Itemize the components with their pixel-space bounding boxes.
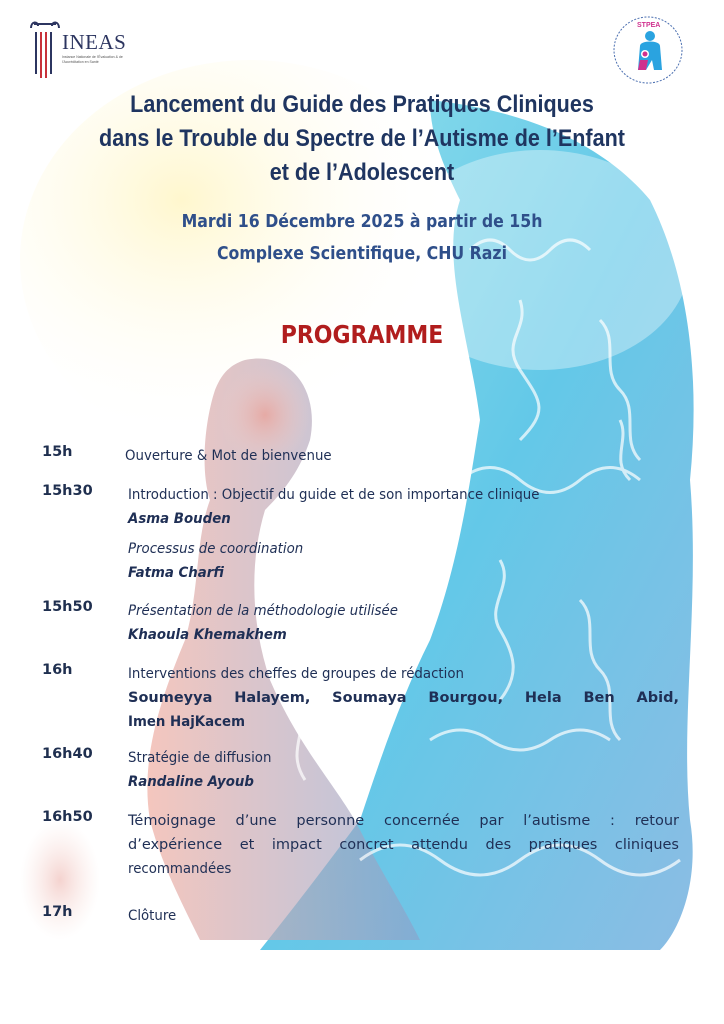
- event-details: [36, 206, 688, 270]
- programme-subtitle: Processus de coordination: [128, 541, 304, 557]
- column-icon: [28, 18, 62, 80]
- programme-title: Ouverture & Mot de bienvenue: [125, 448, 332, 464]
- programme-speakers: Soumeyya Halayem, Soumaya Bourgou, Hela Ben Abid,: [128, 690, 679, 706]
- programme-time: 15h30: [42, 483, 93, 499]
- programme-speaker: Fatma Charfi: [128, 565, 224, 581]
- programme-time: 15h: [42, 444, 73, 460]
- event-venue: Complexe Scientifique, CHU Razi: [216, 244, 508, 264]
- event-title-line: Lancement du Guide des Pratiques Cliniques: [130, 91, 594, 118]
- ineas-logo-subtitle: Instance Nationale de l'Évaluation & de l'Accréditation en Santé: [62, 55, 123, 64]
- programme-title: Témoignage d’une personne concernée par l’autisme : retour: [128, 813, 679, 829]
- event-title: [61, 88, 663, 190]
- programme-time: 17h: [42, 904, 73, 920]
- stpea-logo-text: STPEA: [637, 22, 661, 29]
- programme-title: recommandées: [128, 861, 232, 877]
- programme-heading: PROGRAMME: [280, 320, 444, 349]
- programme-time: 16h50: [42, 809, 93, 825]
- event-title-line: dans le Trouble du Spectre de l’Autisme de l’Enfant: [99, 125, 625, 152]
- programme-speakers: Imen HajKacem: [128, 714, 245, 730]
- event-date: Mardi 16 Décembre 2025 à partir de 15h: [181, 212, 543, 232]
- programme-speaker: Randaline Ayoub: [128, 774, 254, 790]
- programme-title: Présentation de la méthodologie utilisée: [128, 603, 398, 619]
- event-title-line: et de l’Adolescent: [269, 159, 455, 186]
- programme-time: 16h40: [42, 746, 93, 762]
- programme-speaker: Asma Bouden: [128, 511, 231, 527]
- programme-time: 16h: [42, 662, 73, 678]
- stpea-logo: [610, 12, 686, 88]
- ineas-logo: [28, 18, 128, 80]
- programme-title: Stratégie de diffusion: [128, 750, 272, 766]
- programme-title: Introduction : Objectif du guide et de son importance clinique: [128, 487, 540, 503]
- programme-speaker: Khaoula Khemakhem: [128, 627, 287, 643]
- programme-title: d’expérience et impact concret attendu des pratiques cliniques: [128, 837, 679, 853]
- programme-title: Clôture: [128, 908, 177, 924]
- ineas-logo-text: INEAS: [62, 30, 127, 54]
- programme-title: Interventions des cheffes de groupes de rédaction: [128, 666, 464, 682]
- programme-time: 15h50: [42, 599, 93, 615]
